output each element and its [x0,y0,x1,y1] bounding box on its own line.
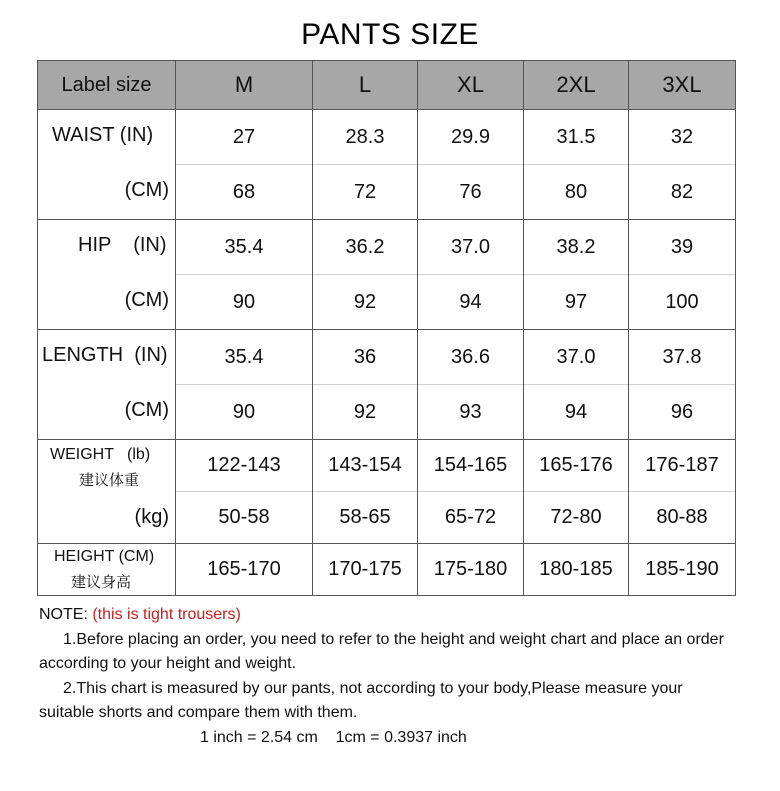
hip-in-label: HIP (IN) [78,234,167,256]
notes-block [39,603,739,750]
height-cm-label: HEIGHT (CM) [54,548,155,565]
hip-in-m: 35.4 [176,220,313,275]
weight-kg-l: 58-65 [313,492,418,544]
waist-in-l: 28.3 [313,110,418,165]
waist-in-xl: 29.9 [418,110,524,165]
waist-cm-label: (CM) [124,179,169,201]
note-prefix: NOTE: [39,606,88,623]
weight-kg-m: 50-58 [176,492,313,544]
waist-label-cell [38,110,176,220]
height-cm-3xl: 185-190 [629,544,736,596]
length-cm-l: 92 [313,385,418,440]
weight-kg-xl: 65-72 [418,492,524,544]
hip-cm-m: 90 [176,275,313,330]
length-in-l: 36 [313,330,418,385]
weight-cn-label: 建议体重 [79,471,140,489]
waist-cm-2xl: 80 [524,165,629,220]
hip-cm-3xl: 100 [629,275,736,330]
weight-lb-l: 143-154 [313,440,418,492]
height-cm-2xl: 180-185 [524,544,629,596]
weight-lb-2xl: 165-176 [524,440,629,492]
waist-in-row [38,110,736,165]
hip-in-xl: 37.0 [418,220,524,275]
size-header-l: L [313,61,418,110]
length-in-xl: 36.6 [418,330,524,385]
length-in-m: 35.4 [176,330,313,385]
page-title: PANTS SIZE [301,18,479,51]
length-cm-xl: 93 [418,385,524,440]
height-cm-m: 165-170 [176,544,313,596]
size-header-m: M [176,61,313,110]
hip-in-2xl: 38.2 [524,220,629,275]
length-cm-m: 90 [176,385,313,440]
note-highlight: (this is tight trousers) [92,606,241,623]
waist-in-2xl: 31.5 [524,110,629,165]
note-heading [39,603,739,628]
waist-cm-3xl: 82 [629,165,736,220]
weight-kg-3xl: 80-88 [629,492,736,544]
hip-in-3xl: 39 [629,220,736,275]
weight-lb-xl: 154-165 [418,440,524,492]
length-cm-3xl: 96 [629,385,736,440]
height-cn-label: 建议身高 [71,573,132,591]
length-in-2xl: 37.0 [524,330,629,385]
height-row [38,544,736,596]
label-size-header: Label size [38,61,176,110]
length-in-3xl: 37.8 [629,330,736,385]
note-line-1: 1.Before placing an order, you need to refer to the height and weight chart and place an order according to your height and weight. [39,630,724,672]
length-cm-2xl: 94 [524,385,629,440]
hip-cm-xl: 94 [418,275,524,330]
weight-label-cell [38,440,176,544]
height-cm-l: 170-175 [313,544,418,596]
hip-cm-2xl: 97 [524,275,629,330]
unit-conversion: 1 inch = 2.54 cm 1cm = 0.3937 inch [200,728,467,746]
waist-in-3xl: 32 [629,110,736,165]
length-label-cell [38,330,176,440]
size-header-2xl: 2XL [524,61,629,110]
note-line-2: 2.This chart is measured by our pants, not according to your body,Please measure your suitable shorts and compare them with them. [39,679,683,721]
waist-cm-l: 72 [313,165,418,220]
length-in-row [38,330,736,385]
length-in-label: LENGTH (IN) [42,344,168,366]
length-cm-label: (CM) [124,399,169,421]
weight-lb-3xl: 176-187 [629,440,736,492]
hip-cm-l: 92 [313,275,418,330]
size-header-3xl: 3XL [629,61,736,110]
height-label-cell [38,544,176,596]
weight-lb-m: 122-143 [176,440,313,492]
waist-cm-xl: 76 [418,165,524,220]
size-header-xl: XL [418,61,524,110]
waist-cm-m: 68 [176,165,313,220]
weight-lb-label: WEIGHT (lb) [50,446,151,463]
hip-cm-label: (CM) [124,289,169,311]
waist-in-m: 27 [176,110,313,165]
weight-kg-label: (kg) [134,506,169,528]
waist-in-label: WAIST (IN) [52,124,154,146]
header-row [38,61,736,110]
hip-in-l: 36.2 [313,220,418,275]
weight-lb-row [38,440,736,492]
hip-label-cell [38,220,176,330]
height-cm-xl: 175-180 [418,544,524,596]
hip-in-row [38,220,736,275]
size-table [37,60,736,596]
weight-kg-2xl: 72-80 [524,492,629,544]
